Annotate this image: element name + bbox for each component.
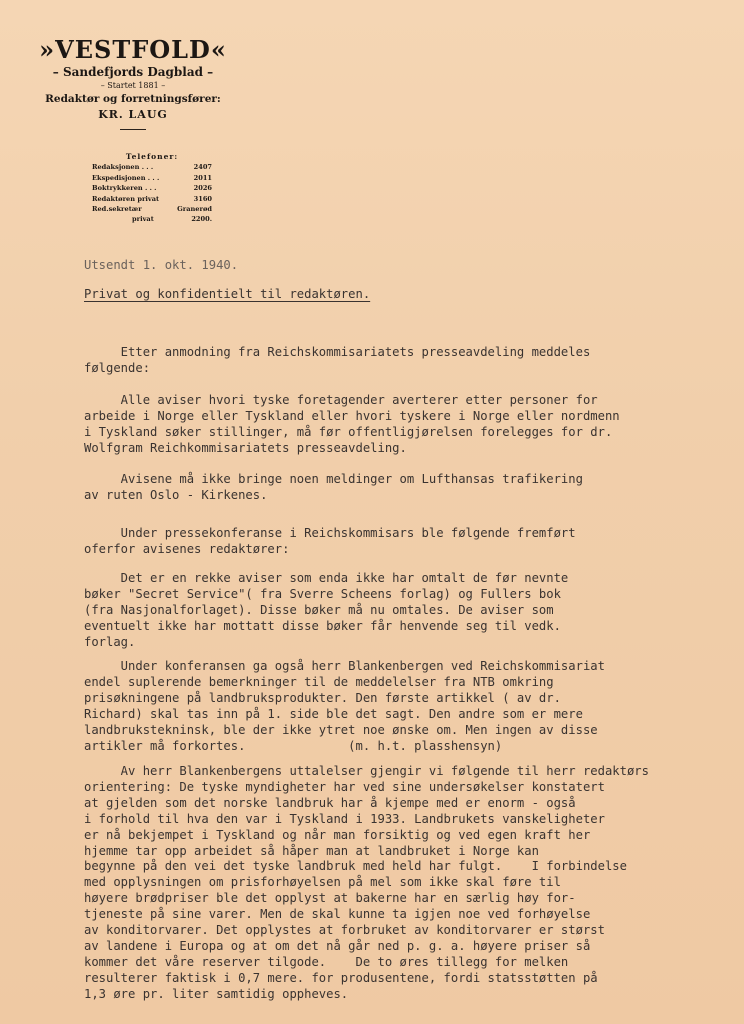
phone-label: Redaktøren privat bbox=[92, 194, 160, 203]
newspaper-subtitle: – Sandefjords Dagblad – bbox=[52, 65, 214, 79]
phone-list bbox=[92, 152, 212, 225]
phone-label: Ekspedisjonen . . . bbox=[92, 173, 160, 182]
phone-row bbox=[92, 214, 212, 224]
phone-row bbox=[92, 204, 212, 214]
phone-number: 2026 bbox=[193, 184, 212, 193]
phone-number: 2011 bbox=[193, 173, 212, 182]
phone-number: 2407 bbox=[193, 163, 212, 172]
phone-row bbox=[92, 162, 212, 172]
phone-number: Granerød bbox=[177, 205, 212, 214]
letter-date: Utsendt 1. okt. 1940. bbox=[84, 258, 239, 272]
phone-label: Redaksjonen . . . bbox=[92, 163, 154, 172]
letter-paragraph: Etter anmodning fra Reichskommisariatets presseavdeling meddeles følgende: bbox=[84, 345, 591, 375]
phone-list-heading: Telefoner: bbox=[125, 152, 179, 161]
letter-confidential-heading: Privat og konfidentielt til redaktøren. bbox=[84, 287, 371, 301]
phone-number: 2200. bbox=[191, 215, 212, 224]
phone-label: privat bbox=[132, 215, 154, 224]
letterhead-divider bbox=[120, 129, 146, 130]
phone-row bbox=[92, 183, 212, 193]
editor-role: Redaktør og forretningsfører: bbox=[45, 93, 221, 105]
phone-row bbox=[92, 194, 212, 204]
letter-paragraph: Alle aviser hvori tyske foretagender averterer etter personer for arbeide i Norge eller Tyskland eller hvori tyskere i Norge eller nordmenn i Tyskland søker stillinger, må før offentligjørelsen forelegges for dr. Wolfgram Reichkommisariatets presseavdeling. bbox=[84, 393, 620, 455]
phone-row bbox=[92, 173, 212, 183]
phone-label: Red.sekretær bbox=[92, 205, 142, 214]
letter-paragraph: Av herr Blankenbergens uttalelser gjengir vi følgende til herr redaktørs orientering: De tyske myndigheter har ved sine undersøkelser konstatert at gjelden som det norske landbruk har å kjempe med er enorm - også i forhold til hva den var i Tyskland i 1933. Landbrukets vanskeligheter er nå bekjempet i Tyskland og når man forsiktig og ved egen kraft her hjemme tar opp arbeidet så håper man at landbruket i Norge kan begynne på den vei det tyske landbruk med held har fulgt. I forbindelse med opplysningen om prisforhøyelsen på mel som ikke skal føre til høyere brødpriser ble det opplyst at bakerne har en særlig høy for- tjeneste på sine varer. Men de skal kunne ta igjen noe ved forhøyelse av konditorvarer. Det opplystes at forbruket av konditorvarer er størst av landene i Europa og at om det nå går ned p. g. a. høyere priser så kommer det våre reserver tilgode. De to øres tillegg for melken resulterer faktisk i 0,7 mere. for produsentene, fordi statsstøtten på 1,3 øre pr. liter samtidig oppheves. bbox=[84, 764, 649, 1001]
phone-number: 3160 bbox=[193, 194, 212, 203]
letter-paragraph: Avisene må ikke bringe noen meldinger om Lufthansas trafikering av ruten Oslo - Kirkenes. bbox=[84, 472, 583, 502]
founded-line: – Startet 1881 – bbox=[100, 81, 166, 90]
letterhead bbox=[28, 36, 238, 130]
editor-name: KR. LAUG bbox=[98, 108, 168, 121]
phone-label: Boktrykkeren . . . bbox=[92, 184, 157, 193]
letter-paragraph: Under konferansen ga også herr Blankenbergen ved Reichskommisariat endel suplerende bemerkninger til de meddelelser fra NTB omkring prisøkningene på landbruksprodukter. Den første artikkel ( av dr. Richard) skal tas inn på 1. side ble det sagt. Den andre som er mere landbrukstekninsk, ble der ikke ytret noe ønske om. Men ingen av disse artikler må forkortes. (m. h.t. plasshensyn) bbox=[84, 659, 605, 753]
newspaper-title: »VESTFOLD« bbox=[39, 35, 227, 64]
letter-paragraph: Det er en rekke aviser som enda ikke har omtalt de før nevnte bøker "Secret Service"( fra Sverre Scheens forlag) og Fullers bok (fra Nasjonalforlaget). Disse bøker må nu omtales. De aviser som eventuelt ikke har mottatt disse bøker får henvende seg til vedk. forlag. bbox=[84, 571, 569, 649]
letter-paragraph: Under pressekonferanse i Reichskommisars ble følgende fremført oferfor avisenes redaktører: bbox=[84, 526, 576, 556]
